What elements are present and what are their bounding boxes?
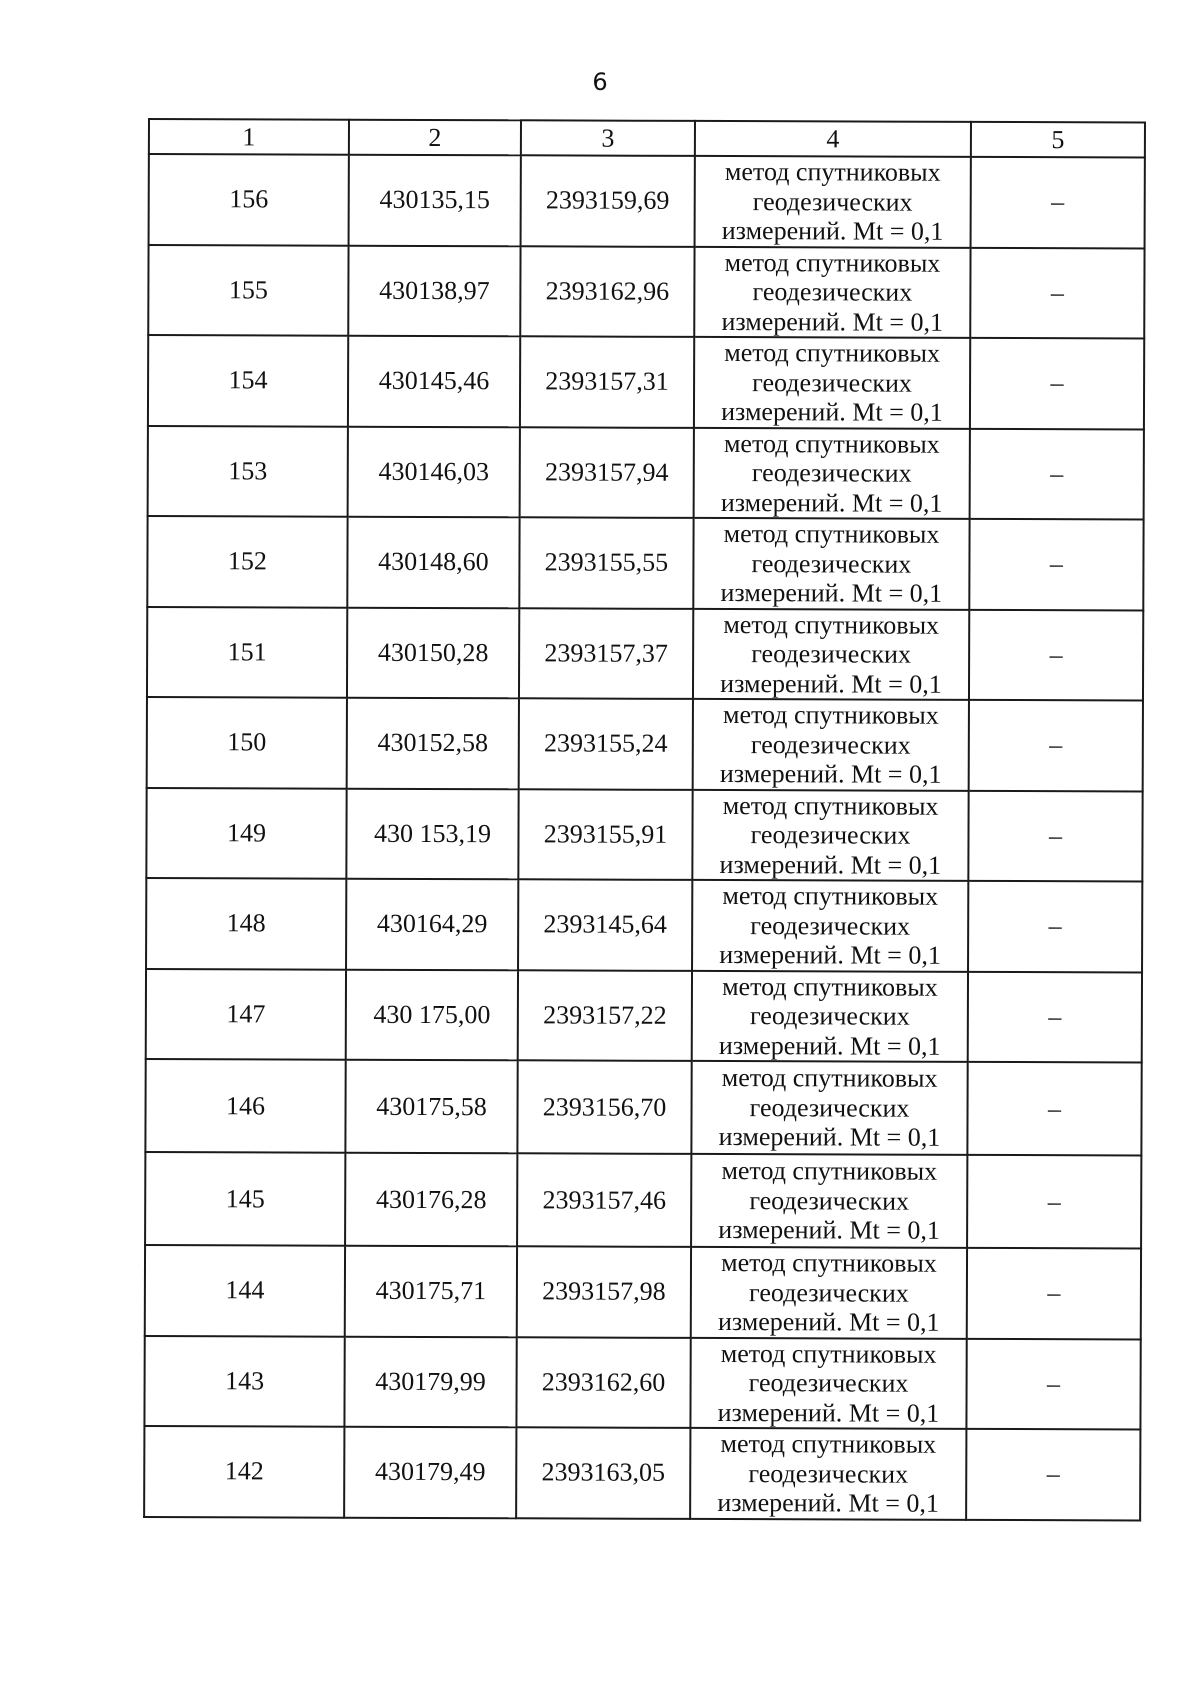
method-line: геодезических bbox=[749, 1185, 910, 1216]
table-row bbox=[144, 1426, 1140, 1520]
y-coordinate-cell: 2393155,24 bbox=[519, 698, 693, 789]
method-cell bbox=[691, 1247, 967, 1338]
y-coordinate-cell: 2393157,46 bbox=[517, 1153, 691, 1247]
description-cell: – bbox=[966, 1429, 1140, 1520]
table-row bbox=[145, 1059, 1141, 1155]
point-number-cell: 153 bbox=[148, 426, 348, 517]
table-row bbox=[147, 607, 1143, 701]
point-number-cell: 145 bbox=[145, 1152, 345, 1246]
method-cell bbox=[695, 156, 971, 247]
table-row bbox=[148, 245, 1144, 339]
method-line: измерений. Mt = 0,1 bbox=[720, 668, 942, 699]
method-line: геодезических bbox=[751, 458, 912, 488]
method-cell bbox=[692, 880, 968, 971]
x-coordinate-cell: 430138,97 bbox=[348, 245, 520, 336]
y-coordinate-cell: 2393162,96 bbox=[520, 246, 694, 337]
method-line: метод спутниковых bbox=[724, 247, 941, 278]
table-row bbox=[147, 697, 1143, 791]
method-line: измерений. Mt = 0,1 bbox=[720, 578, 943, 608]
method-cell bbox=[692, 789, 968, 880]
description-cell: – bbox=[969, 519, 1143, 610]
y-coordinate-cell: 2393157,22 bbox=[518, 970, 692, 1061]
x-coordinate-cell: 430164,29 bbox=[346, 879, 518, 970]
method-line: геодезических bbox=[751, 548, 912, 579]
method-line: измерений. Mt = 0,1 bbox=[717, 1306, 940, 1337]
table-row bbox=[148, 426, 1144, 520]
method-line: измерений. Mt = 0,1 bbox=[718, 1122, 941, 1153]
description-cell: – bbox=[969, 700, 1143, 791]
x-coordinate-cell: 430179,99 bbox=[344, 1336, 516, 1427]
y-coordinate-cell: 2393155,91 bbox=[518, 789, 692, 880]
column-header-3: 3 bbox=[521, 120, 695, 156]
description-cell: – bbox=[967, 1248, 1141, 1339]
y-coordinate-cell: 2393157,37 bbox=[519, 608, 693, 699]
method-line: геодезических bbox=[748, 1277, 909, 1308]
method-line: метод спутниковых bbox=[723, 700, 939, 730]
method-line: геодезических bbox=[751, 639, 912, 669]
method-cell bbox=[694, 337, 970, 428]
header-row bbox=[149, 119, 1145, 157]
method-line: геодезических bbox=[749, 1092, 910, 1123]
method-line: геодезических bbox=[752, 367, 912, 398]
method-line: метод спутниковых bbox=[722, 971, 938, 1002]
description-cell: – bbox=[969, 609, 1143, 700]
method-cell bbox=[690, 1337, 966, 1428]
point-number-cell: 156 bbox=[149, 154, 349, 245]
table-row bbox=[144, 1335, 1140, 1429]
table-body bbox=[144, 154, 1145, 1520]
point-number-cell: 154 bbox=[148, 335, 348, 426]
point-number-cell: 152 bbox=[147, 516, 347, 607]
table-row bbox=[146, 878, 1142, 972]
point-number-cell: 149 bbox=[146, 787, 346, 878]
point-number-cell: 151 bbox=[147, 607, 347, 698]
description-cell: – bbox=[966, 1338, 1140, 1429]
description-cell: – bbox=[968, 971, 1142, 1062]
method-line: геодезических bbox=[750, 910, 911, 941]
method-line: метод спутниковых bbox=[724, 338, 941, 368]
column-header-5: 5 bbox=[971, 122, 1145, 158]
method-line: измерений. Mt = 0,1 bbox=[720, 487, 943, 518]
point-number-cell: 150 bbox=[147, 697, 347, 788]
method-line: измерений. Mt = 0,1 bbox=[719, 759, 942, 789]
method-line: метод спутниковых bbox=[723, 609, 940, 640]
point-number-cell: 146 bbox=[145, 1059, 345, 1153]
x-coordinate-cell: 430148,60 bbox=[347, 517, 519, 608]
table-row bbox=[148, 335, 1144, 429]
method-line: измерений. Mt = 0,1 bbox=[721, 216, 944, 246]
y-coordinate-cell: 2393163,05 bbox=[516, 1427, 690, 1518]
method-line: метод спутниковых bbox=[721, 1248, 937, 1278]
method-cell bbox=[693, 518, 969, 609]
description-cell: – bbox=[971, 157, 1145, 248]
description-cell: – bbox=[970, 247, 1144, 338]
description-cell: – bbox=[967, 1062, 1141, 1156]
table-row bbox=[149, 154, 1145, 248]
y-coordinate-cell: 2393156,70 bbox=[517, 1060, 691, 1154]
y-coordinate-cell: 2393155,55 bbox=[519, 517, 693, 608]
point-number-cell: 148 bbox=[146, 878, 346, 969]
method-line: геодезических bbox=[749, 1001, 910, 1031]
x-coordinate-cell: 430175,58 bbox=[345, 1060, 517, 1154]
method-cell bbox=[694, 246, 970, 337]
table-row bbox=[145, 1245, 1141, 1339]
x-coordinate-cell: 430152,58 bbox=[347, 698, 519, 789]
point-number-cell: 142 bbox=[144, 1426, 344, 1517]
description-cell: – bbox=[967, 1155, 1141, 1249]
point-number-cell: 155 bbox=[148, 245, 348, 336]
method-line: метод спутниковых bbox=[722, 790, 939, 821]
method-line: метод спутниковых bbox=[720, 1338, 937, 1369]
y-coordinate-cell: 2393145,64 bbox=[518, 879, 692, 970]
method-line: метод спутниковых bbox=[721, 1156, 938, 1187]
method-line: геодезических bbox=[748, 1368, 909, 1398]
column-header-4: 4 bbox=[695, 121, 971, 157]
method-line: геодезических bbox=[750, 820, 911, 850]
method-line: измерений. Mt = 0,1 bbox=[718, 1030, 941, 1061]
method-line: геодезических bbox=[752, 186, 913, 217]
method-line: геодезических bbox=[750, 729, 911, 760]
method-line: измерений. Mt = 0,1 bbox=[719, 849, 942, 880]
method-line: измерений. Mt = 0,1 bbox=[719, 939, 941, 970]
method-line: геодезических bbox=[752, 277, 913, 307]
x-coordinate-cell: 430145,46 bbox=[348, 336, 520, 427]
method-cell bbox=[694, 427, 970, 518]
point-number-cell: 144 bbox=[145, 1245, 345, 1336]
y-coordinate-cell: 2393162,60 bbox=[516, 1337, 690, 1428]
x-coordinate-cell: 430 175,00 bbox=[346, 969, 518, 1060]
description-cell: – bbox=[970, 428, 1144, 519]
point-number-cell: 147 bbox=[146, 968, 346, 1059]
table-row bbox=[147, 516, 1143, 610]
y-coordinate-cell: 2393157,98 bbox=[517, 1246, 691, 1337]
method-cell bbox=[691, 1061, 967, 1155]
method-line: метод спутниковых bbox=[722, 881, 939, 911]
x-coordinate-cell: 430179,49 bbox=[344, 1427, 516, 1518]
description-cell: – bbox=[968, 881, 1142, 972]
method-line: метод спутниковых bbox=[720, 1429, 937, 1459]
column-header-2: 2 bbox=[349, 120, 521, 156]
y-coordinate-cell: 2393159,69 bbox=[521, 155, 695, 246]
method-line: измерений. Mt = 0,1 bbox=[717, 1487, 940, 1518]
method-line: измерений. Mt = 0,1 bbox=[717, 1397, 940, 1428]
page-number: 6 bbox=[592, 68, 608, 96]
method-line: метод спутниковых bbox=[723, 519, 940, 549]
method-line: метод спутниковых bbox=[724, 157, 941, 187]
table-row bbox=[145, 1152, 1141, 1248]
table-row bbox=[146, 968, 1142, 1062]
x-coordinate-cell: 430 153,19 bbox=[346, 788, 518, 879]
method-line: измерений. Mt = 0,1 bbox=[718, 1215, 940, 1246]
coordinates-table bbox=[143, 118, 1146, 1521]
method-line: геодезических bbox=[748, 1458, 909, 1489]
method-cell bbox=[693, 608, 969, 699]
method-cell bbox=[691, 1154, 967, 1248]
method-cell bbox=[690, 1428, 966, 1519]
x-coordinate-cell: 430175,71 bbox=[345, 1246, 517, 1337]
y-coordinate-cell: 2393157,31 bbox=[520, 336, 694, 427]
column-header-1: 1 bbox=[149, 119, 349, 155]
x-coordinate-cell: 430150,28 bbox=[347, 607, 519, 698]
method-cell bbox=[693, 699, 969, 790]
x-coordinate-cell: 430146,03 bbox=[348, 426, 520, 517]
method-line: измерений. Mt = 0,1 bbox=[721, 306, 944, 337]
y-coordinate-cell: 2393157,94 bbox=[520, 427, 694, 518]
x-coordinate-cell: 430135,15 bbox=[349, 155, 521, 246]
method-line: метод спутниковых bbox=[723, 428, 940, 459]
description-cell: – bbox=[970, 338, 1144, 429]
point-number-cell: 143 bbox=[144, 1335, 344, 1426]
method-line: измерений. Mt = 0,1 bbox=[721, 397, 943, 427]
table-row bbox=[146, 787, 1142, 881]
description-cell: – bbox=[968, 790, 1142, 881]
method-cell bbox=[692, 970, 968, 1061]
x-coordinate-cell: 430176,28 bbox=[345, 1153, 517, 1247]
method-line: метод спутниковых bbox=[721, 1063, 938, 1094]
